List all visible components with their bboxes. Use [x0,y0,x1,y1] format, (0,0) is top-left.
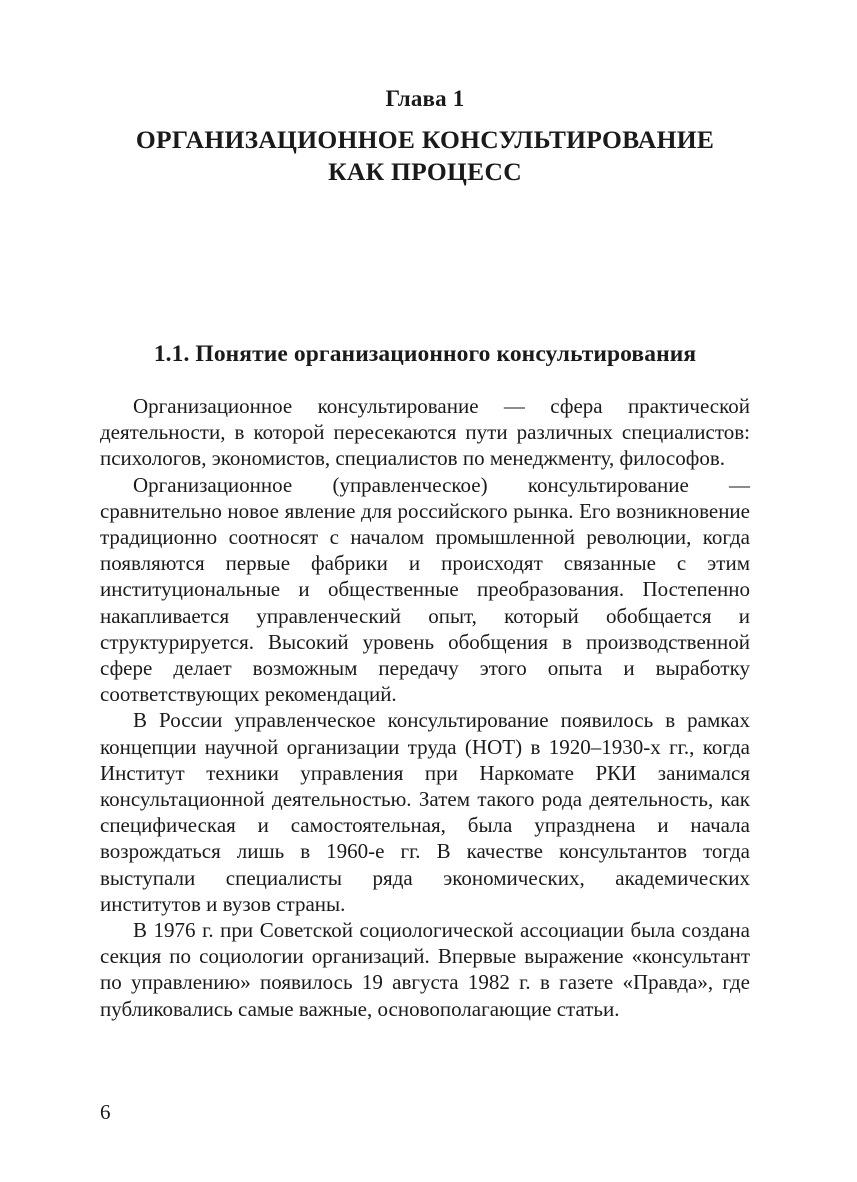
chapter-label: Глава 1 [385,86,465,111]
section-heading: 1.1. Понятие организационного консультирования [153,341,697,367]
paragraph: В России управленческое консультирование появилось в рамках концепции научной организации труда (НОТ) в 1920–1930-х гг., когда Институт техники управления при Наркомате РКИ занимался консультационной деятельностью. Затем такого рода деятельность, как специфическая и самостоятельная, была упразднена и начала возрождаться лишь в 1960-е гг. В качестве консультантов тогда выступали специалисты ряда экономических, академических институтов и вузов страны. [100,708,750,916]
paragraph: В 1976 г. при Советской социологической ассоциации была создана секция по социологии организаций. Впервые выражение «консультант по управлению» появилось 19 августа 1982 г. в газете «Правда», где публиковались самые важные, основополагающие статьи. [100,918,750,1021]
book-page [100,0,750,1182]
paragraph: Организационное (управленческое) консультирование — сравнительно новое явление для российского рынка. Его возникновение традиционно соотносят с началом промышленной революции, когда появляются первые фабрики и происходят связанные с этим институциональные и общественные преобразования. Постепенно накапливается управленческий опыт, который обобщается и структурируется. Высокий уровень обобщения в производственной сфере делает возможным передачу этого опыта и выработку соответствующих рекомендаций. [100,472,750,707]
page-number: 6 [100,1100,111,1124]
body-text [100,393,750,1022]
chapter-title-line-2: КАК ПРОЦЕСС [328,157,522,186]
chapter-title [100,124,750,188]
chapter-title-line-1: ОРГАНИЗАЦИОННОЕ КОНСУЛЬТИРОВАНИЕ [135,125,715,154]
paragraph: Организационное консультирование — сфера практической деятельности, в которой пересекаются пути различных специалистов: психологов, экономистов, специалистов по менеджменту, философов. [100,394,750,471]
